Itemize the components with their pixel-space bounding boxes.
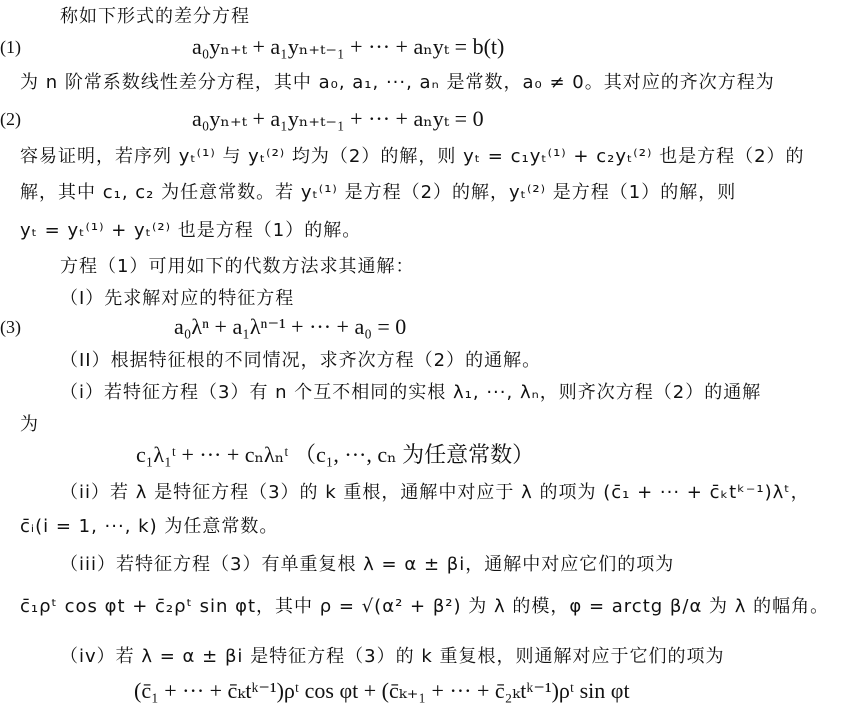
case-text: c̄₁ρᵗ cos φt + c̄₂ρᵗ sin φt，其中 ρ = √(α² + β²) 为 λ 的模，φ = arctg β/α 为 λ 的幅角。 (20, 596, 830, 617)
case-text: （iv）若 λ = α ± βi 是特征方程（3）的 k 重复根，则通解对应于它们的项为 (60, 646, 725, 667)
paragraph-line: 为 n 阶常系数线性差分方程，其中 a₀, a₁, ···, aₙ 是常数，a₀ ≠ 0。其对应的齐次方程为 (20, 72, 775, 93)
paragraph-line: yₜ = yₜ⁽¹⁾ + yₜ⁽²⁾ 也是方程（1）的解。 (20, 220, 362, 241)
paragraph-line: 方程（1）可用如下的代数方法求其通解： (60, 256, 415, 277)
case-text: （ii）若 λ 是特征方程（3）的 k 重根，通解中对应于 λ 的项为 (c̄₁ + ··· + c̄ₖtᵏ⁻¹)λᵗ， (60, 482, 810, 503)
case-formula: (c̄₁ + ··· + c̄ₖtᵏ⁻¹)ρᵗ cos φt + (c̄ₖ₊₁ + ··· + c̄₂ₖtᵏ⁻¹)ρᵗ sin φt (134, 678, 630, 703)
equation-number-1: (1) (0, 37, 21, 57)
paragraph-line: 容易证明，若序列 yₜ⁽¹⁾ 与 yₜ⁽²⁾ 均为（2）的解，则 yₜ = c₁yₜ⁽¹⁾ + c₂yₜ⁽²⁾ 也是方程（2）的 (20, 146, 805, 167)
equation-number-2: (2) (0, 109, 21, 129)
equation-number-3: (3) (0, 317, 21, 337)
case-text: （iii）若特征方程（3）有单重复根 λ = α ± βi，通解中对应它们的项为 (60, 554, 675, 575)
paragraph-line: 解，其中 c₁, c₂ 为任意常数。若 yₜ⁽¹⁾ 是方程（2）的解，yₜ⁽²⁾ 是方程（1）的解，则 (20, 182, 737, 203)
equation-3: a₀λⁿ + a₁λⁿ⁻¹ + ··· + a₀ = 0 (174, 314, 407, 339)
case-text: 为 (20, 414, 39, 435)
general-solution-formula: c₁λ₁ᵗ + ··· + cₙλₙᵗ （c₁, ···, cₙ 为任意常数） (136, 442, 535, 467)
intro-text: 称如下形式的差分方程 (60, 6, 250, 27)
case-text: c̄ᵢ(i = 1, ···, k) 为任意常数。 (20, 516, 279, 537)
step-heading: （II）根据特征根的不同情况，求齐次方程（2）的通解。 (60, 350, 542, 371)
equation-2: a₀yₙ₊ₜ + a₁yₙ₊ₜ₋₁ + ··· + aₙyₜ = 0 (192, 106, 484, 131)
step-heading: （I）先求解对应的特征方程 (60, 288, 295, 309)
equation-1: a₀yₙ₊ₜ + a₁yₙ₊ₜ₋₁ + ··· + aₙyₜ = b(t) (192, 34, 505, 59)
case-text: （i）若特征方程（3）有 n 个互不相同的实根 λ₁, ···, λₙ，则齐次方程（2）的通解 (60, 382, 762, 403)
